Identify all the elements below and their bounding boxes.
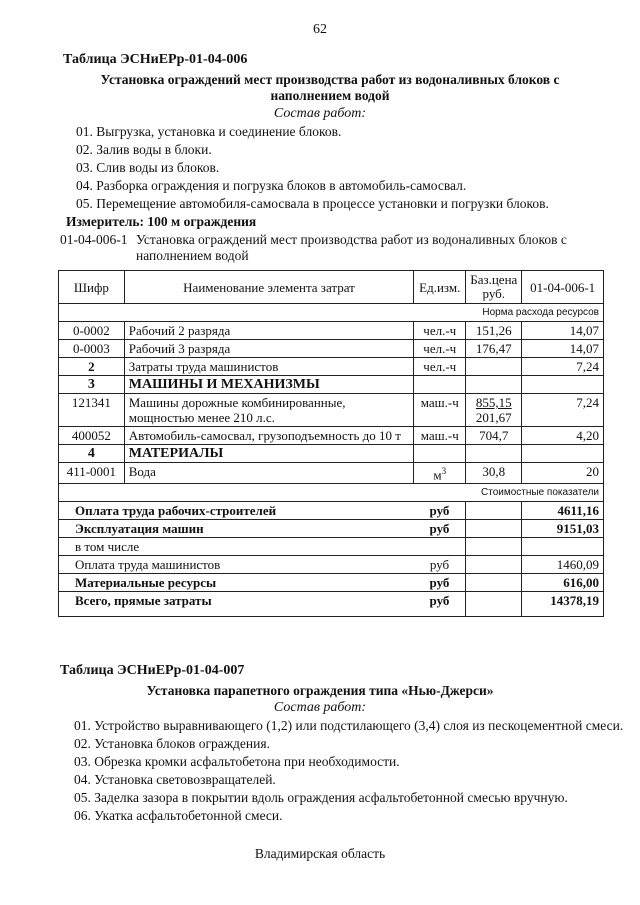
empty-cell <box>466 592 522 617</box>
table1-step: 04. Разборка ограждения и погрузка блоков в автомобиль-самосвал. <box>76 178 467 193</box>
row-name: Рабочий 2 разряда <box>124 322 414 340</box>
empty-cell <box>414 538 466 556</box>
table-row <box>59 463 604 484</box>
row-value: 7,24 <box>522 394 604 427</box>
row-unit: маш.-ч <box>414 427 466 445</box>
table-row <box>59 322 604 340</box>
table2-step: 06. Укатка асфальтобетонной смеси. <box>74 808 283 823</box>
section-code: 3 <box>59 376 125 394</box>
row-value: 14,07 <box>522 340 604 358</box>
row-name: Вода <box>124 463 414 484</box>
cost-unit: руб <box>414 574 466 592</box>
row-unit: чел.-ч <box>414 322 466 340</box>
table1-step: 05. Перемещение автомобиля-самосвала в процессе установки и погрузки блоков. <box>76 196 549 211</box>
cost-row <box>59 592 604 617</box>
unit-base: м <box>433 467 442 483</box>
table2-heading: Установка парапетного ограждения типа «Нью-Джерси» <box>146 683 494 698</box>
table-row <box>59 340 604 358</box>
table2-title: Таблица ЭСНиЕРр-01-04-007 <box>60 663 245 678</box>
row-code: 0-0003 <box>59 340 125 358</box>
cost-row <box>59 556 604 574</box>
header-price: Баз.цена руб. <box>466 271 522 304</box>
table-row <box>59 394 604 427</box>
row-code: 0-0002 <box>59 322 125 340</box>
cost-value: 616,00 <box>522 574 604 592</box>
table1-title: Таблица ЭСНиЕРр-01-04-006 <box>63 52 248 67</box>
row-price: 30,8 <box>466 463 522 484</box>
row-name: Машины дорожные комбинированные, мощностью менее 210 л.с. <box>124 394 414 427</box>
empty-cell <box>414 376 466 394</box>
cost-value: 1460,09 <box>522 556 604 574</box>
empty-cell <box>414 445 466 463</box>
row-code: 2 <box>59 358 125 376</box>
table-row <box>59 358 604 376</box>
table2-step: 01. Устройство выравнивающего (1,2) или подстилающего (3,4) слоя из пескоцементной смеси. <box>74 718 624 733</box>
cost-value: 14378,19 <box>522 592 604 617</box>
row-price-secondary: 201,67 <box>475 410 512 425</box>
cost-row <box>59 574 604 592</box>
row-price <box>466 358 522 376</box>
empty-cell <box>466 376 522 394</box>
empty-cell <box>522 445 604 463</box>
cost-row <box>59 520 604 538</box>
table2-composition-label: Состав работ: <box>273 700 367 715</box>
table2-step: 03. Обрезка кромки асфальтобетона при необходимости. <box>74 754 400 769</box>
row-code: 400052 <box>59 427 125 445</box>
row-code: 121341 <box>59 394 125 427</box>
cost-name: Оплата труда машинистов <box>59 556 414 574</box>
table1-code: 01-04-006-1 <box>60 232 128 247</box>
row-unit: чел.-ч <box>414 340 466 358</box>
table2-step: 04. Установка световозвращателей. <box>74 772 276 787</box>
empty-cell <box>522 538 604 556</box>
cost-name: Всего, прямые затраты <box>59 592 414 617</box>
empty-cell <box>466 538 522 556</box>
cost-label: Стоимостные показатели <box>59 484 604 502</box>
footer-region: Владимирская область <box>254 846 386 861</box>
row-value: 4,20 <box>522 427 604 445</box>
cost-row <box>59 502 604 520</box>
empty-cell <box>466 574 522 592</box>
section-row <box>59 376 604 394</box>
empty-cell <box>466 445 522 463</box>
header-value: 01-04-006-1 <box>522 271 604 304</box>
empty-cell <box>522 376 604 394</box>
table2-step: 02. Установка блоков ограждения. <box>74 736 270 751</box>
cost-name: в том числе <box>59 538 414 556</box>
table-row <box>59 427 604 445</box>
cost-unit: руб <box>414 520 466 538</box>
table1-heading: Установка ограждений мест производства работ из водоналивных блоков с наполнением водой <box>100 72 560 103</box>
row-name: Автомобиль-самосвал, грузоподъемность до 10 т <box>124 427 414 445</box>
cost-unit: руб <box>414 502 466 520</box>
empty-cell <box>466 556 522 574</box>
table1-meter: Измеритель: 100 м ограждения <box>66 214 257 229</box>
table1-step: 02. Залив воды в блоки. <box>76 142 212 157</box>
cost-value: 9151,03 <box>522 520 604 538</box>
cost-unit: руб <box>414 592 466 617</box>
row-price-cell <box>466 394 522 427</box>
empty-cell <box>466 502 522 520</box>
table1-step: 01. Выгрузка, установка и соединение блоков. <box>76 124 342 139</box>
header-unit: Ед.изм. <box>414 271 466 304</box>
row-value: 7,24 <box>522 358 604 376</box>
cost-name: Материальные ресурсы <box>59 574 414 592</box>
cost-name: Эксплуатация машин <box>59 520 414 538</box>
unit-superscript: 3 <box>441 466 447 476</box>
table1-composition-label: Состав работ: <box>273 106 367 121</box>
row-name: Рабочий 3 разряда <box>124 340 414 358</box>
table-header-row <box>59 271 604 304</box>
row-code: 411-0001 <box>59 463 125 484</box>
row-price: 704,7 <box>466 427 522 445</box>
header-name: Наименование элемента затрат <box>124 271 414 304</box>
section-code: 4 <box>59 445 125 463</box>
row-price: 176,47 <box>466 340 522 358</box>
norm-label-row <box>59 304 604 322</box>
cost-unit: руб <box>414 556 466 574</box>
row-unit: маш.-ч <box>414 394 466 427</box>
section-name: МАШИНЫ И МЕХАНИЗМЫ <box>124 376 414 394</box>
cost-row <box>59 538 604 556</box>
row-unit <box>414 463 466 484</box>
section-name: МАТЕРИАЛЫ <box>124 445 414 463</box>
row-value: 20 <box>522 463 604 484</box>
header-code: Шифр <box>59 271 125 304</box>
cost-value: 4611,16 <box>522 502 604 520</box>
row-unit: чел.-ч <box>414 358 466 376</box>
row-value: 14,07 <box>522 322 604 340</box>
row-price: 855,15 <box>475 395 512 410</box>
norm-label: Норма расхода ресурсов <box>59 304 604 322</box>
section-row <box>59 445 604 463</box>
empty-cell <box>466 520 522 538</box>
cost-label-row <box>59 484 604 502</box>
row-name: Затраты труда машинистов <box>124 358 414 376</box>
table1-step: 03. Слив воды из блоков. <box>76 160 220 175</box>
cost-name: Оплата труда рабочих-строителей <box>59 502 414 520</box>
page-number: 62 <box>313 22 327 37</box>
resource-table <box>58 270 604 617</box>
table2-step: 05. Заделка зазора в покрытии вдоль ограждения асфальтобетонной смесью вручную. <box>74 790 568 805</box>
table1-code-description: Установка ограждений мест производства работ из водоналивных блоков с наполнением водой <box>136 232 567 263</box>
row-price: 151,26 <box>466 322 522 340</box>
